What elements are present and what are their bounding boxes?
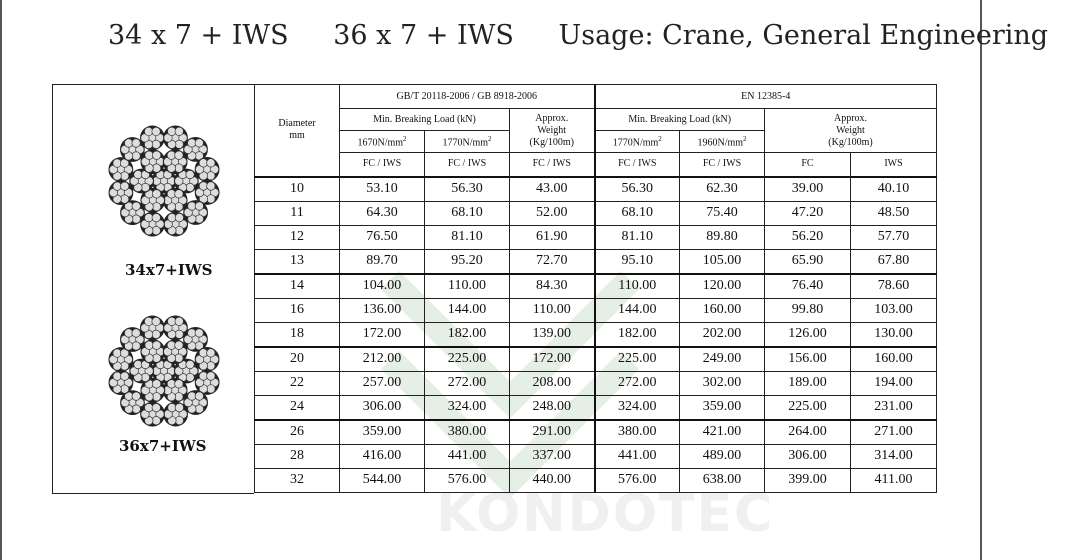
diameter-header <box>255 85 340 177</box>
weight-gb-unit: (Kg/100m) <box>529 136 574 148</box>
rope-caption-1: 34x7+IWS <box>125 261 213 279</box>
value-cell: 208.00 <box>510 371 595 395</box>
rope-strand <box>109 370 134 395</box>
value-cell: 324.00 <box>595 395 680 420</box>
value-cell: 212.00 <box>340 347 425 372</box>
value-cell: 64.30 <box>340 201 425 225</box>
mbl-header-gb: Min. Breaking Load (kN) <box>340 109 510 131</box>
weight-gb-weight: Weight <box>537 124 567 136</box>
weight-en-weight: Weight <box>836 124 865 136</box>
value-cell: 76.40 <box>765 274 851 299</box>
diameter-cell: 10 <box>255 177 340 202</box>
value-cell: 291.00 <box>510 420 595 445</box>
value-cell: 144.00 <box>425 298 510 322</box>
rope-cross-section-36x7 <box>98 299 230 441</box>
rope-strand <box>140 126 165 151</box>
value-cell: 160.00 <box>851 347 937 372</box>
diameter-cell: 28 <box>255 444 340 468</box>
diameter-cell: 13 <box>255 249 340 274</box>
value-cell: 359.00 <box>680 395 765 420</box>
rope-type-2: 36 x 7 + IWS <box>333 20 514 51</box>
rope-strand <box>163 402 188 427</box>
value-cell: 576.00 <box>595 468 680 492</box>
value-cell: 67.80 <box>851 249 937 274</box>
value-cell: 337.00 <box>510 444 595 468</box>
value-cell: 576.00 <box>425 468 510 492</box>
value-cell: 225.00 <box>765 395 851 420</box>
diameter-cell: 18 <box>255 322 340 347</box>
diameter-cell: 11 <box>255 201 340 225</box>
spec-table-body <box>255 177 937 493</box>
value-cell: 81.10 <box>595 225 680 249</box>
core-type-5: FC / IWS <box>680 153 765 177</box>
value-cell: 144.00 <box>595 298 680 322</box>
value-cell: 441.00 <box>425 444 510 468</box>
value-cell: 78.60 <box>851 274 937 299</box>
value-cell: 110.00 <box>425 274 510 299</box>
value-cell: 53.10 <box>340 177 425 202</box>
value-cell: 249.00 <box>680 347 765 372</box>
std-gb-header: GB/T 20118-2006 / GB 8918-2006 <box>340 85 595 109</box>
value-cell: 489.00 <box>680 444 765 468</box>
core-type-4: FC / IWS <box>595 153 680 177</box>
value-cell: 99.80 <box>765 298 851 322</box>
value-cell: 81.10 <box>425 225 510 249</box>
rope-type-1: 34 x 7 + IWS <box>108 20 289 51</box>
diameter-label: Diameter <box>278 118 316 130</box>
value-cell: 56.20 <box>765 225 851 249</box>
diameter-cell: 32 <box>255 468 340 492</box>
value-cell: 359.00 <box>340 420 425 445</box>
core-type-3: FC / IWS <box>510 153 595 177</box>
table-row <box>255 274 937 299</box>
watermark-text: KONDOTEC <box>436 484 775 544</box>
value-cell: 225.00 <box>595 347 680 372</box>
table-row <box>255 444 937 468</box>
value-cell: 156.00 <box>765 347 851 372</box>
core-type-fc: FC <box>765 153 851 177</box>
diameter-cell: 24 <box>255 395 340 420</box>
value-cell: 47.20 <box>765 201 851 225</box>
value-cell: 120.00 <box>680 274 765 299</box>
value-cell: 95.10 <box>595 249 680 274</box>
weight-header-gb <box>510 109 595 153</box>
value-cell: 182.00 <box>425 322 510 347</box>
value-cell: 56.30 <box>595 177 680 202</box>
value-cell: 65.90 <box>765 249 851 274</box>
value-cell: 104.00 <box>340 274 425 299</box>
value-cell: 110.00 <box>510 298 595 322</box>
sup-1: 2 <box>403 135 407 144</box>
value-cell: 105.00 <box>680 249 765 274</box>
value-cell: 182.00 <box>595 322 680 347</box>
value-cell: 75.40 <box>680 201 765 225</box>
value-cell: 306.00 <box>340 395 425 420</box>
value-cell: 306.00 <box>765 444 851 468</box>
value-cell: 225.00 <box>425 347 510 372</box>
rope-cross-section-34x7 <box>98 103 230 257</box>
table-row <box>255 225 937 249</box>
value-cell: 380.00 <box>425 420 510 445</box>
value-cell: 440.00 <box>510 468 595 492</box>
value-cell: 56.30 <box>425 177 510 202</box>
value-cell: 324.00 <box>425 395 510 420</box>
usage-text: Usage: Crane, General Engineering <box>558 20 1049 51</box>
value-cell: 272.00 <box>595 371 680 395</box>
grade-1770-en-text: 1770N/mm <box>612 137 659 149</box>
std-en-header: EN 12385-4 <box>595 85 937 109</box>
value-cell: 399.00 <box>765 468 851 492</box>
value-cell: 441.00 <box>595 444 680 468</box>
grade-1670-text: 1670N/mm <box>357 137 404 149</box>
diameter-cell: 12 <box>255 225 340 249</box>
table-row <box>255 347 937 372</box>
value-cell: 72.70 <box>510 249 595 274</box>
table-row <box>255 468 937 492</box>
value-cell: 231.00 <box>851 395 937 420</box>
sup-2: 2 <box>488 135 492 144</box>
diameter-cell: 16 <box>255 298 340 322</box>
value-cell: 194.00 <box>851 371 937 395</box>
weight-header-en <box>765 109 937 153</box>
value-cell: 61.90 <box>510 225 595 249</box>
diameter-cell: 14 <box>255 274 340 299</box>
value-cell: 136.00 <box>340 298 425 322</box>
grade-1770-gb <box>425 131 510 153</box>
rope-strand <box>195 347 220 372</box>
value-cell: 89.80 <box>680 225 765 249</box>
rope-caption-2: 36x7+IWS <box>119 437 207 455</box>
sup-4: 2 <box>743 135 747 144</box>
value-cell: 139.00 <box>510 322 595 347</box>
value-cell: 160.00 <box>680 298 765 322</box>
value-cell: 110.00 <box>595 274 680 299</box>
table-row <box>255 420 937 445</box>
grade-1960-text: 1960N/mm <box>697 137 744 149</box>
value-cell: 76.50 <box>340 225 425 249</box>
value-cell: 40.10 <box>851 177 937 202</box>
value-cell: 416.00 <box>340 444 425 468</box>
table-row <box>255 249 937 274</box>
table-row <box>255 201 937 225</box>
value-cell: 271.00 <box>851 420 937 445</box>
value-cell: 421.00 <box>680 420 765 445</box>
value-cell: 257.00 <box>340 371 425 395</box>
value-cell: 130.00 <box>851 322 937 347</box>
value-cell: 62.30 <box>680 177 765 202</box>
rope-strand <box>109 180 134 205</box>
value-cell: 39.00 <box>765 177 851 202</box>
weight-en-approx: Approx. <box>833 112 868 124</box>
diameter-cell: 22 <box>255 371 340 395</box>
value-cell: 172.00 <box>340 322 425 347</box>
value-cell: 95.20 <box>425 249 510 274</box>
weight-gb-approx: Approx. <box>535 112 569 124</box>
rope-strand <box>195 157 220 182</box>
rope-strand <box>140 316 165 341</box>
weight-en-unit: (Kg/100m) <box>828 136 873 148</box>
value-cell: 84.30 <box>510 274 595 299</box>
mbl-header-en: Min. Breaking Load (kN) <box>595 109 765 131</box>
value-cell: 126.00 <box>765 322 851 347</box>
value-cell: 202.00 <box>680 322 765 347</box>
sup-3: 2 <box>658 135 662 144</box>
rope-strand <box>163 212 188 237</box>
value-cell: 638.00 <box>680 468 765 492</box>
table-row <box>255 298 937 322</box>
value-cell: 52.00 <box>510 201 595 225</box>
rope-image-panel <box>52 84 254 494</box>
table-row <box>255 322 937 347</box>
value-cell: 411.00 <box>851 468 937 492</box>
value-cell: 103.00 <box>851 298 937 322</box>
core-type-iws: IWS <box>851 153 937 177</box>
grade-1670 <box>340 131 425 153</box>
core-type-2: FC / IWS <box>425 153 510 177</box>
table-row <box>255 177 937 202</box>
table-row <box>255 395 937 420</box>
value-cell: 68.10 <box>425 201 510 225</box>
page-header <box>108 20 1084 51</box>
diameter-cell: 20 <box>255 347 340 372</box>
value-cell: 48.50 <box>851 201 937 225</box>
grade-1960 <box>680 131 765 153</box>
spec-table <box>254 84 937 493</box>
value-cell: 314.00 <box>851 444 937 468</box>
value-cell: 248.00 <box>510 395 595 420</box>
table-row <box>255 371 937 395</box>
value-cell: 544.00 <box>340 468 425 492</box>
value-cell: 57.70 <box>851 225 937 249</box>
value-cell: 302.00 <box>680 371 765 395</box>
value-cell: 172.00 <box>510 347 595 372</box>
value-cell: 43.00 <box>510 177 595 202</box>
grade-1770-gb-text: 1770N/mm <box>442 137 489 149</box>
value-cell: 68.10 <box>595 201 680 225</box>
grade-1770-en <box>595 131 680 153</box>
value-cell: 89.70 <box>340 249 425 274</box>
value-cell: 380.00 <box>595 420 680 445</box>
diameter-unit: mm <box>289 130 305 142</box>
value-cell: 272.00 <box>425 371 510 395</box>
core-type-1: FC / IWS <box>340 153 425 177</box>
value-cell: 264.00 <box>765 420 851 445</box>
value-cell: 189.00 <box>765 371 851 395</box>
diameter-cell: 26 <box>255 420 340 445</box>
